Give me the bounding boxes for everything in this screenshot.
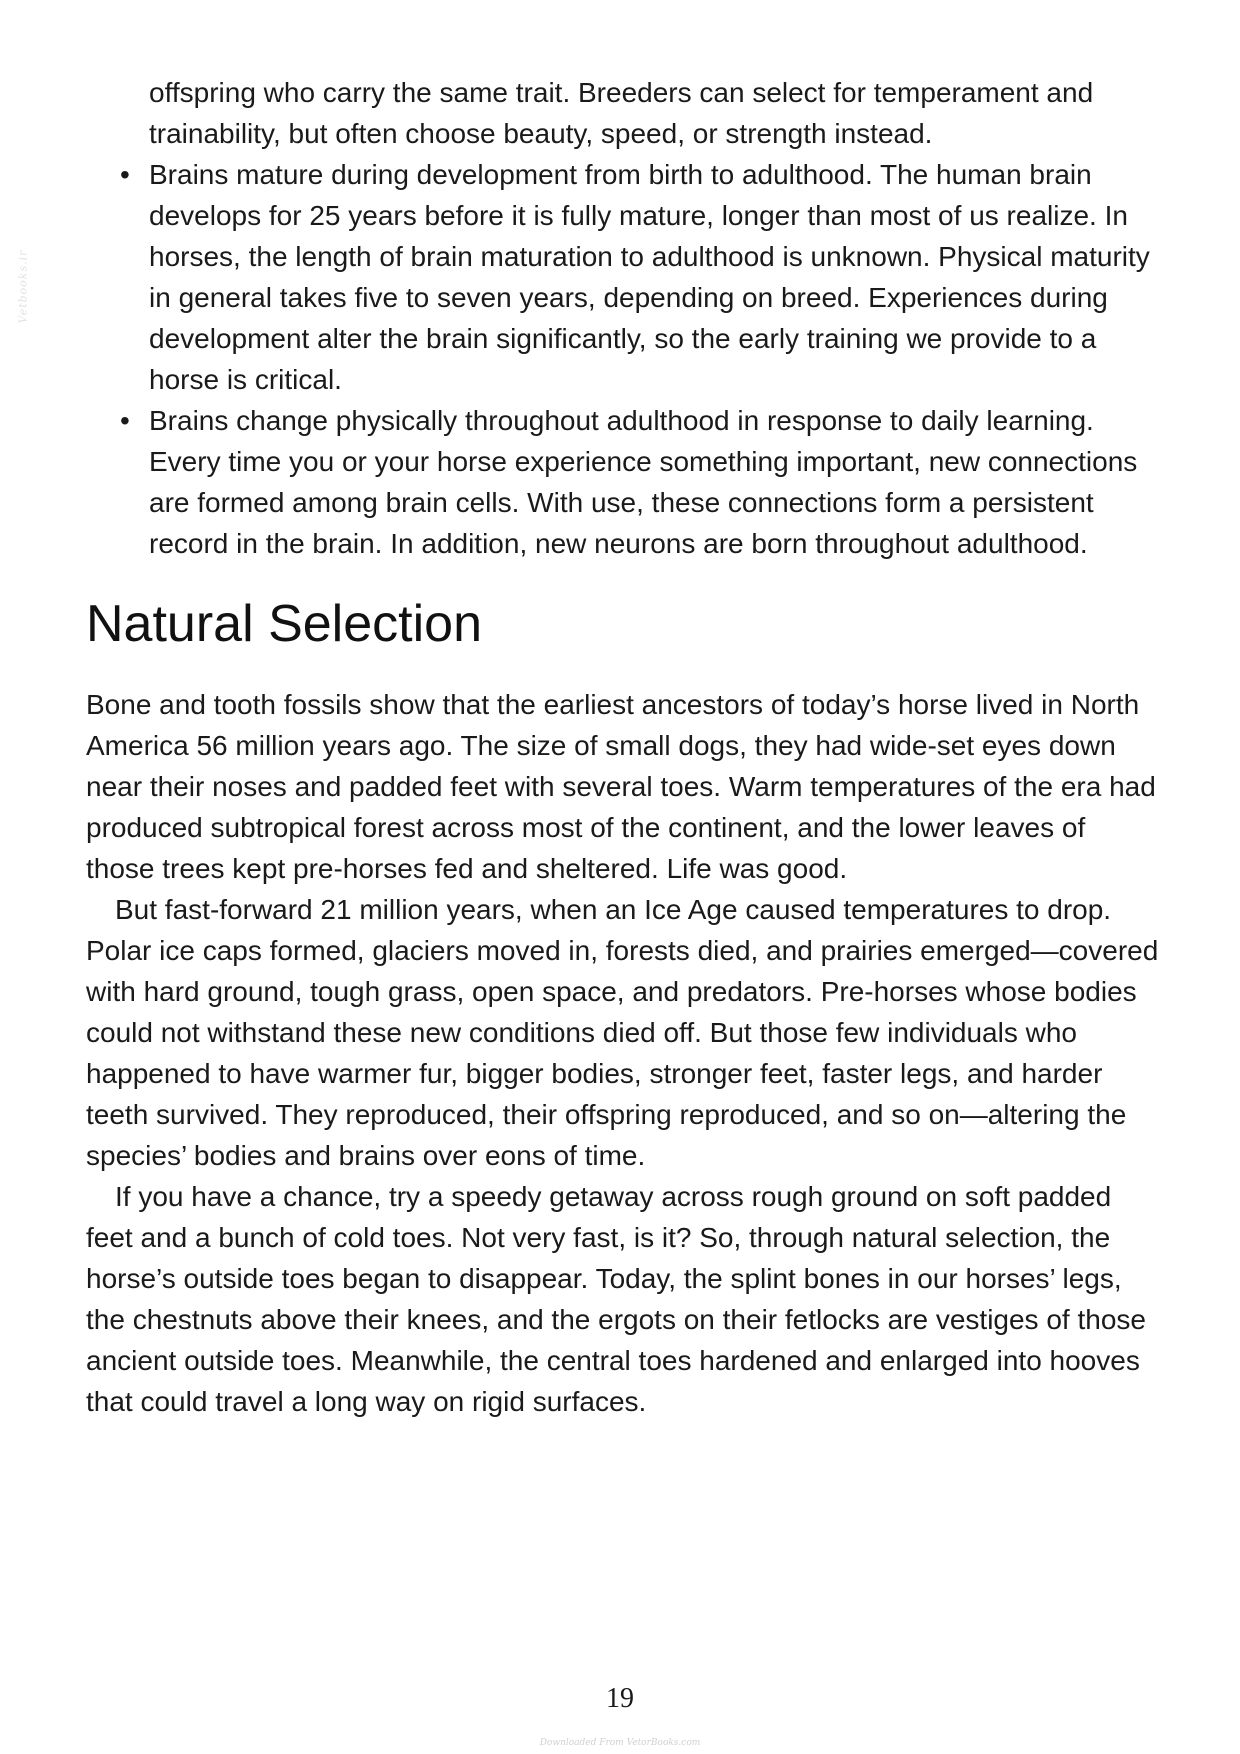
body-paragraph: But fast-forward 21 million years, when an Ice Age caused temperatures to drop. Polar ice caps formed, glaciers moved in, forests died, and prairies emerged—covered with hard ground, tough grass, open space, and predators. Pre-horses whose bodies could not withstand these new conditions died off. But those few individuals who happened to have warmer fur, bigger bodies, stronger feet, faster legs, and harder teeth survived. They reproduced, their offspring reproduced, and so on—altering the species’ bodies and brains over eons of time. — [86, 894, 1159, 1171]
bullet-list — [86, 154, 1161, 564]
side-watermark: Vetbooks.ir — [16, 249, 30, 324]
bullet-dot-icon: • — [120, 405, 130, 436]
bullet-text: Brains change physically throughout adulthood in response to daily learning. Every time you or your horse experience something important, new connections are formed among brain cells. With use, these connections form a persistent record in the brain. In addition, new neurons are born throughout adulthood. — [149, 405, 1138, 559]
continuation-paragraph: offspring who carry the same trait. Breeders can select for temperament and trainability, but often choose beauty, speed, or strength instead. — [149, 77, 1094, 149]
bullet-dot-icon: • — [120, 159, 130, 190]
page-content — [86, 72, 1161, 1422]
bullet-item — [86, 154, 1161, 400]
body-paragraph: Bone and tooth fossils show that the earliest ancestors of today’s horse lived in North America 56 million years ago. The size of small dogs, they had wide-set eyes down near their noses and padded feet with several toes. Warm temperatures of the era had produced subtropical forest across most of the continent, and the lower leaves of those trees kept pre-horses fed and sheltered. Life was good. — [86, 689, 1156, 884]
body-paragraph: If you have a chance, try a speedy getaway across rough ground on soft padded feet and a bunch of cold toes. Not very fast, is it? So, through natural selection, the horse’s outside toes began to disappear. Today, the splint bones in our horses’ legs, the chestnuts above their knees, and the ergots on their fetlocks are vestiges of those ancient outside toes. Meanwhile, the central toes hardened and enlarged into hooves that could travel a long way on rigid surfaces. — [86, 1181, 1146, 1417]
bullet-text: Brains mature during development from birth to adulthood. The human brain develops for 25 years before it is fully mature, longer than most of us realize. In horses, the length of brain maturation to adulthood is unknown. Physical maturity in general takes five to seven years, depending on breed. Experiences during development alter the brain significantly, so the early training we provide to a horse is critical. — [149, 159, 1150, 395]
bottom-watermark: Downloaded From VetorBooks.com — [539, 1738, 701, 1748]
bullet-item — [86, 400, 1161, 564]
section-heading: Natural Selection — [86, 595, 482, 653]
page-number: 19 — [606, 1683, 634, 1714]
